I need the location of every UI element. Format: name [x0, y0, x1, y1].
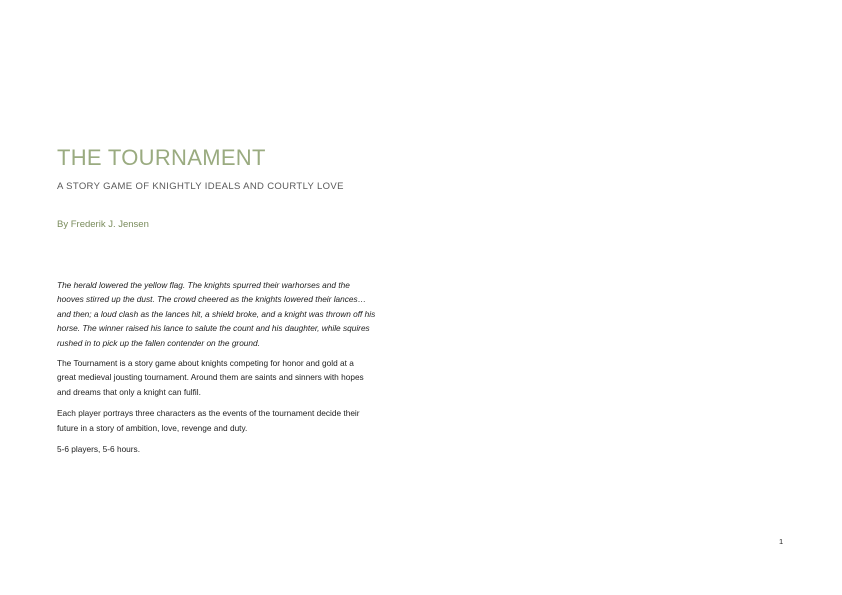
- intro-line: rushed in to pick up the fallen contender on the ground.: [57, 337, 260, 348]
- intro-line: and then; a loud clash as the lances hit, a shield broke, and a knight was thrown off his: [57, 308, 376, 319]
- author-byline: By Frederik J. Jensen: [57, 219, 149, 230]
- description-line: The Tournament is a story game about knights competing for honor and gold at a: [57, 358, 354, 369]
- description-line: great medieval jousting tournament. Around them are saints and sinners with hopes: [57, 372, 364, 383]
- characters-line: Each player portrays three characters as the events of the tournament decide their: [57, 408, 360, 419]
- characters-paragraph: [57, 406, 407, 435]
- description-line: and dreams that only a knight can fulfil.: [57, 386, 201, 397]
- page-title: THE TOURNAMENT: [57, 145, 266, 170]
- page-number: 1: [779, 537, 784, 546]
- players-paragraph: [57, 442, 407, 456]
- page-subtitle: A STORY GAME OF KNIGHTLY IDEALS AND COURTLY LOVE: [57, 181, 344, 192]
- description-paragraph: [57, 356, 407, 399]
- body-text: [57, 278, 407, 463]
- intro-paragraph: [57, 278, 407, 350]
- players-line: 5-6 players, 5-6 hours.: [57, 444, 141, 455]
- characters-line: future in a story of ambition, love, revenge and duty.: [57, 422, 248, 433]
- intro-line: horse. The winner raised his lance to salute the count and his daughter, while squires: [57, 323, 370, 334]
- intro-line: hooves stirred up the dust. The crowd cheered as the knights lowered their lances…: [57, 294, 366, 305]
- intro-line: The herald lowered the yellow flag. The knights spurred their warhorses and the: [57, 280, 350, 290]
